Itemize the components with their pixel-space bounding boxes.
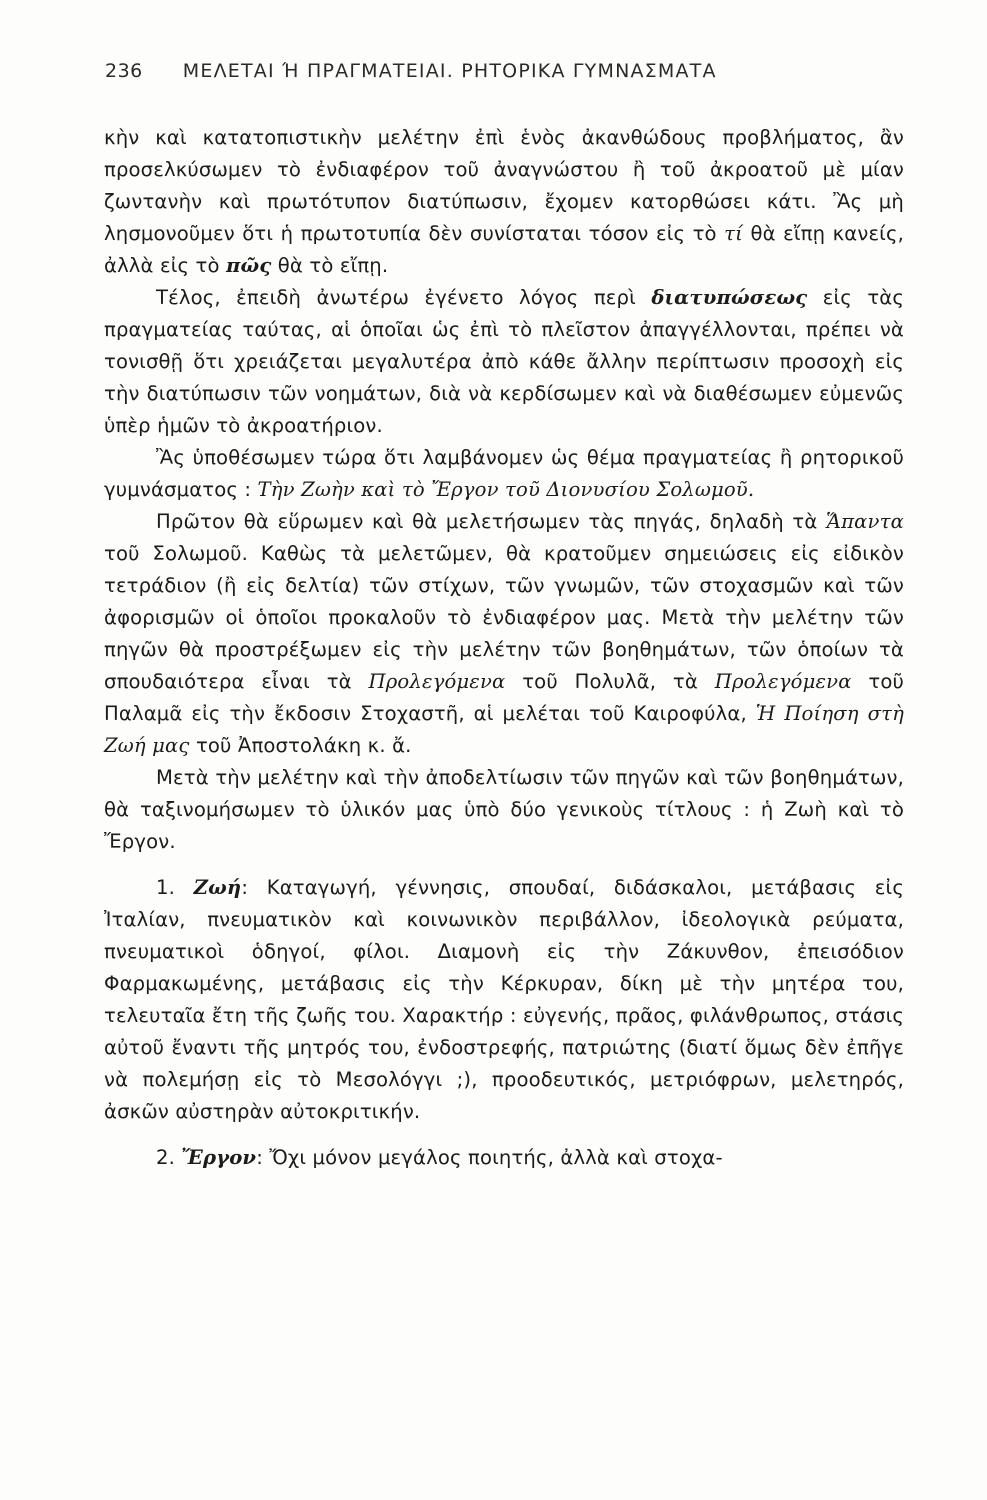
text-run: τοῦ Σολωμοῦ. Καθὼς τὰ μελετῶμεν, θὰ κρατοῦμεν σημειώσεις εἰς εἰδικὸν τετράδιον (ἢ εἰς δελτία) τῶν στίχων, τῶν γνωμῶν, τῶν στοχασμῶν καὶ τῶν ἀφορισμῶν οἱ ὁποῖοι προκαλοῦν τὸ ἐνδιαφέρον μας. Μετὰ τὴν μελέτην τῶν πηγῶν θὰ προστρέξωμεν εἰς τὴν μελέτην τῶν βοηθημάτων, τῶν ὁποίων τὰ σπουδαιότερα εἶναι τὰ — [104, 542, 904, 693]
text-run: κὴν καὶ κατατοπιστικὴν μελέτην ἐπὶ ἑνὸς ἀκανθώδους προβλήματος, ἂν προσελκύσωμεν τὸ ἐνδιαφέρον τοῦ ἀναγνώστου ἢ τοῦ ἀκροατοῦ μὲ μίαν ζωντανὴν καὶ πρωτότυπον διατύπωσιν, ἔχομεν κατορθώσει κάτι. Ἂς μὴ λησμονοῦμεν ὅτι ἡ πρωτοτυπία δὲν συνίσταται τόσον εἰς τὸ — [104, 126, 904, 245]
text-run: Ἂς ὑποθέσωμεν τώρα ὅτι λαμβάνομεν ὡς θέμα πραγματείας ἢ ρητορικοῦ γυμνάσματος : — [104, 446, 904, 501]
italic-topic-title: Τὴν Ζωὴν καὶ τὸ Ἔργον τοῦ Διονυσίου Σολωμοῦ. — [257, 478, 755, 501]
running-header — [105, 60, 905, 82]
text-run: εἰς τὰς πραγματείας ταύτας, αἱ ὁποῖαι ὡς ἐπὶ τὸ πλεῖστον ἀπαγγέλλονται, πρέπει νὰ τονισθῇ ὅτι χρειάζεται μεγαλυτέρα ἀπὸ κάθε ἄλλην περίπτωσιν προσοχὴ εἰς τὴν διατύπωσιν τῶν νοημάτων, διὰ νὰ κερδίσωμεν καὶ νὰ διαθέσωμεν εὐμενῶς ὑπὲρ ἡμῶν τὸ ἀκροατήριον. — [104, 286, 904, 437]
text-run: τοῦ Ἀποστολάκη κ. ἄ. — [189, 734, 412, 757]
italic-term: διατυπώσεως — [651, 286, 808, 309]
italic-work-title: Προλεγόμενα — [714, 670, 852, 693]
paragraph-formulation — [104, 282, 904, 442]
text-run: Πρῶτον θὰ εὕρωμεν καὶ θὰ μελετήσωμεν τὰς πηγάς, δηλαδὴ τὰ — [156, 510, 827, 533]
page-number: 236 — [105, 60, 143, 82]
section-text: : Ὄχι μόνον μεγάλος ποιητής, ἀλλὰ καὶ στοχα- — [256, 1146, 723, 1169]
italic-work-title: Ἅπαντα — [826, 510, 904, 533]
section-title: Ζωή — [193, 876, 242, 899]
section-life — [104, 872, 904, 1128]
italic-work-title: Προλεγόμενα — [368, 670, 506, 693]
italic-what: τί — [724, 222, 743, 245]
section-number: 2. — [156, 1146, 182, 1169]
text-run: τοῦ Παλαμᾶ εἰς τὴν ἔκδοσιν Στοχαστῆ, αἱ μελέται τοῦ Καιροφύλα, — [104, 670, 904, 725]
text-run: τοῦ Πολυλᾶ, τὰ — [505, 670, 715, 693]
section-number: 1. — [156, 876, 194, 899]
paragraph-classification: Μετὰ τὴν μελέτην καὶ τὴν ἀποδελτίωσιν τῶν πηγῶν καὶ τῶν βοηθημάτων, θὰ ταξινομήσωμεν τὸ ὑλικόν μας ὑπὸ δύο γενικοὺς τίτλους : ἡ Ζωὴ καὶ τὸ Ἔργον. — [104, 766, 904, 853]
text-run: θὰ τὸ εἴπῃ. — [271, 254, 389, 277]
italic-how: πῶς — [226, 254, 272, 277]
text-run: Τέλος, ἐπειδὴ ἀνωτέρω ἐγένετο λόγος περὶ — [156, 286, 652, 309]
paragraph-continued — [104, 122, 904, 282]
section-title: Ἔργον — [181, 1146, 257, 1169]
section-work — [104, 1142, 904, 1174]
text-run: θὰ εἴπῃ κανείς, ἀλλὰ εἰς τὸ — [104, 222, 904, 277]
paragraph-sources — [104, 506, 904, 762]
section-text: : Καταγωγή, γέννησις, σπουδαί, διδάσκαλοι, μετάβασις εἰς Ἰταλίαν, πνευματικὸν καὶ κοινωνικὸν περιβάλλον, ἰδεολογικὰ ρεύματα, πνευματικοὶ ὁδηγοί, φίλοι. Διαμονὴ εἰς τὴν Ζάκυνθον, ἐπεισόδιον Φαρμακωμένης, μετάβασις εἰς τὴν Κέρκυραν, δίκη μὲ τὴν μητέρα του, τελευταῖα ἔτη τῆς ζωῆς του. Χαρακτήρ : εὐγενής, πρᾶος, φιλάνθρωπος, στάσις αὐτοῦ ἔναντι τῆς μητρός του, ἐνδοστρεφής, πατριώτης (διατί ὅμως δὲν ἐπῆγε νὰ πολεμήσῃ εἰς τὸ Μεσολόγγι ;), προοδευτικός, μετριόφρων, μελετηρός, ἀσκῶν αὐστηρὰν αὐτοκριτικήν. — [104, 876, 905, 1123]
italic-work-title: Ἡ Ποίηση στὴ Ζωή μας — [104, 702, 904, 757]
page-body — [104, 122, 904, 1174]
running-title: ΜΕΛΕΤΑΙ Ή ΠΡΑΓΜΑΤΕΙΑΙ. ΡΗΤΟΡΙΚΑ ΓΥΜΝΑΣΜΑΤΑ — [182, 60, 717, 82]
paragraph-example-topic — [104, 442, 904, 506]
